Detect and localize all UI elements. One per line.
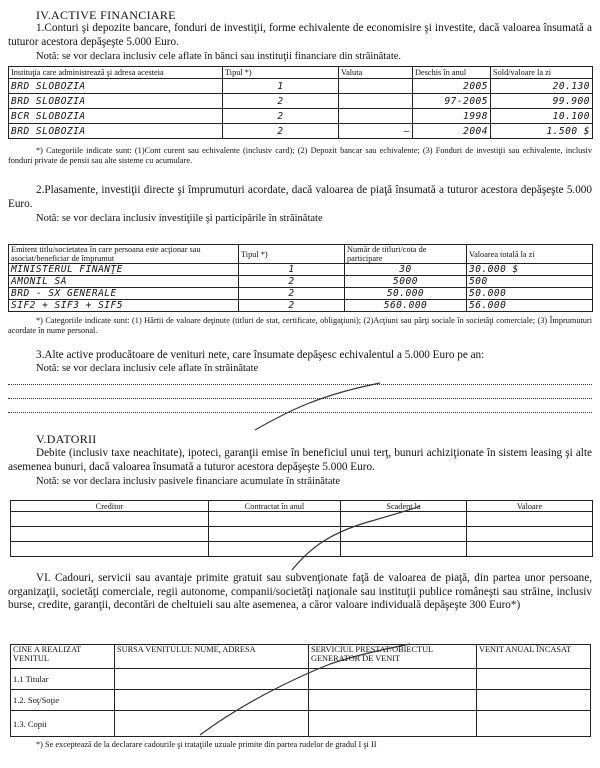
table-cell <box>339 79 413 94</box>
table-row <box>9 124 593 139</box>
debts-table <box>10 500 593 557</box>
bank-accounts-note: Notă: se vor declara inclusiv cele aflate în bănci sau instituţii financiare din străinătate. <box>36 51 402 62</box>
table-cell: BRD SLOBOZIA <box>9 94 223 109</box>
column-header: Creditor <box>11 501 209 512</box>
table-cell <box>339 94 413 109</box>
table-cell: 1 <box>223 79 339 94</box>
table-row <box>9 288 593 300</box>
table-cell: 30 <box>345 264 467 276</box>
table-cell: 1.3. Copii <box>11 711 115 737</box>
table-row <box>11 527 593 542</box>
table-cell: 2004 <box>413 124 491 139</box>
table-row <box>11 669 591 690</box>
column-header: SURSA VENITULUI: NUME, ADRESA <box>115 645 309 669</box>
column-header: Tipul *) <box>223 67 339 79</box>
column-header: Contractat în anul <box>209 501 341 512</box>
table-cell: BRD SLOBOZIA <box>9 79 223 94</box>
investments-table <box>8 244 593 312</box>
debts-note: Notă: se vor declara inclusiv pasivele financiare acumulate în străinătate <box>36 476 341 487</box>
table-row <box>9 264 593 276</box>
column-header: SERVICIUL PRESTAT/OBIECTUL GENERATOR DE VENIT <box>309 645 477 669</box>
table-cell: 2 <box>239 300 345 312</box>
table-row <box>11 711 591 737</box>
other-assets-note: Notă: se vor declara inclusiv cele aflate în străinătate <box>36 363 259 374</box>
gifts-footnote: *) Se exceptează de la declarare cadourile şi trataţiile uzuale primite din partea rudelor de gradul I şi II <box>36 740 377 749</box>
table-cell: — <box>339 124 413 139</box>
table-cell: AMONIL SA <box>9 276 239 288</box>
table-row <box>9 94 593 109</box>
blank-line <box>8 384 592 385</box>
table-cell: 2 <box>223 124 339 139</box>
column-header: Tipul *) <box>239 245 345 264</box>
table-cell: 2 <box>239 288 345 300</box>
table-cell: 2 <box>239 276 345 288</box>
table-cell: 50.000 <box>467 288 593 300</box>
table-cell: 500 <box>467 276 593 288</box>
table-cell: 97-2005 <box>413 94 491 109</box>
table-cell: 56.000 <box>467 300 593 312</box>
table-cell: 20.130 <box>491 79 593 94</box>
column-header: Număr de titluri/cota de participare <box>345 245 467 264</box>
table-header-row <box>9 245 593 264</box>
table-cell: 560.000 <box>345 300 467 312</box>
table-cell: 2 <box>223 94 339 109</box>
table-cell: BRD SLOBOZIA <box>9 124 223 139</box>
table-cell: 1.1 Titular <box>11 669 115 690</box>
bank-accounts-paragraph: 1.Conturi şi depozite bancare, fonduri de investiţii, forme echivalente de economisire şi investite, dacă valoarea însumată a tuturor acestora depăşeşte 5.000 Euro. <box>8 22 592 48</box>
table-cell: 30.000 $ <box>467 264 593 276</box>
table-cell: BRD - SX GENERALE <box>9 288 239 300</box>
table-row <box>9 109 593 124</box>
other-assets-paragraph: 3.Alte active producătoare de venituri nete, care însumate depăşesc echivalentul a 5.000 Euro pe an: <box>36 349 485 361</box>
table-row <box>11 690 591 711</box>
table-cell: 50.000 <box>345 288 467 300</box>
column-header: Valoare <box>467 501 593 512</box>
column-header: Valoarea totală la zi <box>467 245 593 264</box>
table-header-row <box>11 501 593 512</box>
section-v-title: V.DATORII <box>36 432 97 446</box>
blank-line <box>8 412 592 413</box>
section-iv-title: IV.ACTIVE FINANCIARE <box>36 8 176 22</box>
gifts-table <box>10 644 591 737</box>
table-row <box>11 512 593 527</box>
table-cell: 2 <box>223 109 339 124</box>
column-header: VENIT ANUAL ÎNCASAT <box>477 645 591 669</box>
debts-paragraph: Debite (inclusiv taxe neachitate), ipoteci, garanţii emise în beneficiul unui terţ, bunuri achiziţionate în sistem leasing şi alte asemenea bunuri, dacă valoarea însumată a tuturor acestora depăşeşte 5.000 Euro. <box>8 447 592 473</box>
table-cell: 1.2. Soţ/Soţie <box>11 690 115 711</box>
table-cell: 99.900 <box>491 94 593 109</box>
table-cell: MINISTERUL FINANŢE <box>9 264 239 276</box>
table-cell: 1.500 $ <box>491 124 593 139</box>
column-header: Valuta <box>339 67 413 79</box>
column-header: Sold/valoare la zi <box>491 67 593 79</box>
column-header: Emitent titlu/societatea în care persoana este acţionar sau asociat/beneficiar de împrumut <box>9 245 239 264</box>
table-cell: 2005 <box>413 79 491 94</box>
column-header: Scadent la <box>341 501 467 512</box>
table-cell: 1998 <box>413 109 491 124</box>
investments-paragraph: 2.Plasamente, investiţii directe şi împrumuturi acordate, dacă valoarea de piaţă însumată a tuturor acestora depăşeşte 5.000 Euro. <box>8 184 592 210</box>
table-cell: SIF2 + SIF3 + SIF5 <box>9 300 239 312</box>
table-cell: 1 <box>239 264 345 276</box>
table-cell: BCR SLOBOZIA <box>9 109 223 124</box>
table-row <box>9 79 593 94</box>
blank-line <box>8 398 592 399</box>
table-header-row <box>11 645 591 669</box>
table-cell: 5000 <box>345 276 467 288</box>
table-row <box>9 276 593 288</box>
investments-footnote: *) Categoriile indicate sunt: (1) Hârtii de valoare deţinute (titluri de stat, certificate, obligaţiuni); (2)Acţiuni sau părţi sociale în societăţi comerciale; (3) Împrumuturi acordate în nume personal. <box>8 316 592 335</box>
table-cell <box>339 109 413 124</box>
column-header: CINE A REALIZAT VENITUL <box>11 645 115 669</box>
table-cell: 10.100 <box>491 109 593 124</box>
column-header: Deschis în anul <box>413 67 491 79</box>
column-header: Instituţia care administrează şi adresa acesteia <box>9 67 223 79</box>
bank-accounts-table <box>8 66 593 139</box>
table-row <box>11 542 593 557</box>
table-header-row <box>9 67 593 79</box>
investments-note: Notă: se vor declara inclusiv investiţiile şi participările în străinătate <box>36 213 323 224</box>
table-row <box>9 300 593 312</box>
bank-accounts-footnote: *) Categoriile indicate sunt: (1)Cont curent sau echivalente (inclusiv card); (2) Depozit bancar sau echivalente; (3) Fonduri de investiţii sau echivalente, inclusiv fonduri private de pensii sau alte sisteme cu acumulare. <box>8 146 592 165</box>
gifts-paragraph: VI. Cadouri, servicii sau avantaje primite gratuit sau subvenţionate faţă de valoarea de piaţă, din partea unor persoane, organizaţii, societăţi comerciale, regii autonome, companii/societăţi naţionale sau instituţii publice româneşti sau străine, inclusiv burse, credite, garanţii, decontări de cheltuieli sau alte asemenea, a căror valoare individuală depăşeşte 300 Euro*) <box>8 572 592 611</box>
